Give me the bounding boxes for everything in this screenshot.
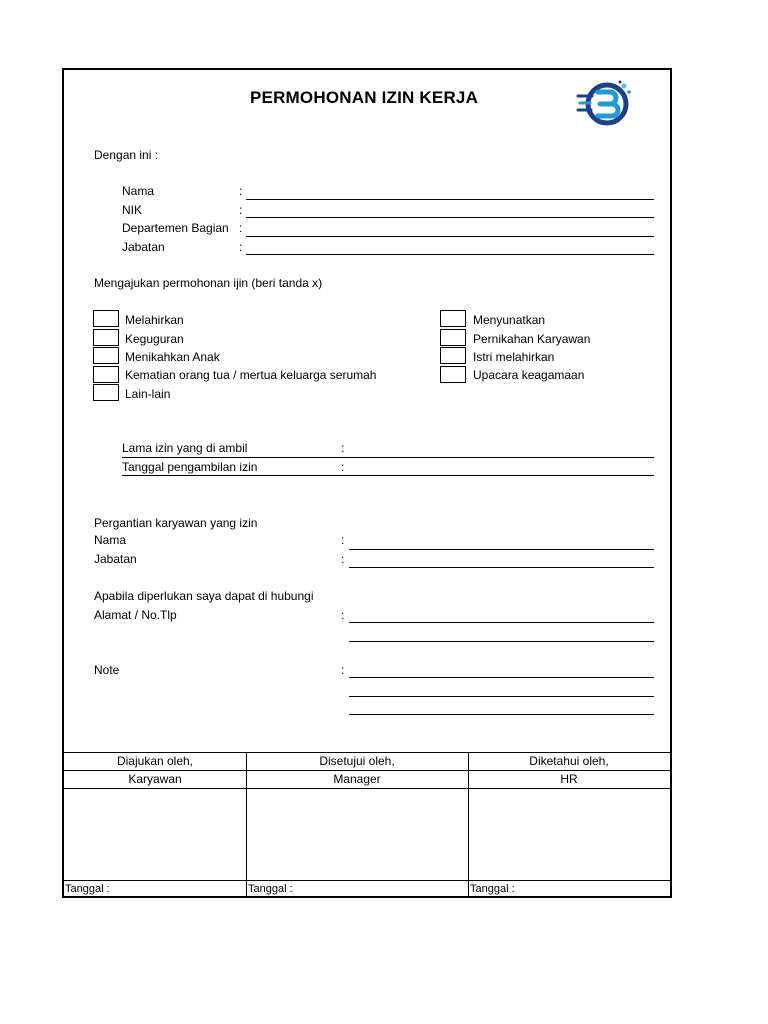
name-field-line[interactable]: [246, 199, 654, 200]
note-line-1[interactable]: [349, 677, 654, 678]
employee-role: Karyawan: [128, 772, 182, 786]
checkbox-lain-lain[interactable]: [93, 384, 119, 401]
replacement-name-colon: :: [341, 533, 345, 547]
replacement-name-label: Nama: [94, 533, 127, 547]
position-label: Jabatan: [122, 240, 165, 254]
leave-date-line[interactable]: [122, 475, 654, 476]
checkbox-menikahkan-anak[interactable]: [93, 347, 119, 364]
option-label: Menyunatkan: [473, 313, 546, 327]
option-label: Pernikahan Karyawan: [473, 332, 591, 346]
nik-colon: :: [239, 203, 243, 217]
intro-text: Dengan ini :: [94, 148, 159, 162]
acknowledged-by-header: Diketahui oleh,: [529, 754, 609, 768]
submitted-by-header: Diajukan oleh,: [116, 754, 194, 768]
nik-label: NIK: [122, 203, 143, 217]
checkbox-pernikahan-karyawan[interactable]: [440, 329, 466, 346]
note-line-3[interactable]: [349, 714, 654, 715]
table-border: [64, 880, 670, 881]
replacement-name-line[interactable]: [349, 549, 654, 550]
leave-duration-label: Lama izin yang di ambil: [122, 441, 248, 455]
employee-date-label: Tanggal :: [65, 883, 110, 895]
form-title: PERMOHONAN IZIN KERJA: [250, 88, 479, 107]
option-label: Melahirkan: [125, 313, 184, 327]
signature-table: [64, 752, 670, 898]
replacement-heading: Pergantian karyawan yang izin: [94, 516, 258, 530]
replacement-position-line[interactable]: [349, 567, 654, 568]
checkbox-upacara-keagamaan[interactable]: [440, 366, 466, 383]
checkbox-keguguran[interactable]: [93, 329, 119, 346]
option-label: Istri melahirkan: [473, 350, 555, 364]
leave-duration-line[interactable]: [122, 457, 654, 458]
contact-line-1[interactable]: [349, 622, 654, 623]
note-line-2[interactable]: [349, 696, 654, 697]
manager-date-label: Tanggal :: [248, 883, 293, 895]
table-border: [64, 752, 670, 753]
contact-line-2[interactable]: [349, 641, 654, 642]
hr-date-label: Tanggal :: [470, 883, 515, 895]
checkbox-kematian[interactable]: [93, 366, 119, 383]
option-label: Kematian orang tua / mertua keluarga serumah: [125, 368, 377, 382]
leave-date-label: Tanggal pengambilan izin: [122, 460, 258, 474]
checkbox-melahirkan[interactable]: [93, 310, 119, 327]
hr-signature-area[interactable]: [469, 789, 670, 879]
note-label: Note: [94, 663, 120, 677]
replacement-position-label: Jabatan: [94, 552, 137, 566]
employee-signature-area[interactable]: [64, 789, 246, 879]
manager-signature-area[interactable]: [247, 789, 468, 879]
company-logo-icon: [576, 78, 638, 130]
nik-field-line[interactable]: [246, 217, 654, 218]
leave-duration-colon: :: [341, 441, 345, 455]
position-colon: :: [239, 240, 243, 254]
checkbox-istri-melahirkan[interactable]: [440, 347, 466, 364]
name-colon: :: [239, 184, 243, 198]
contact-colon: :: [341, 608, 345, 622]
hr-role: HR: [560, 772, 578, 786]
name-label: Nama: [122, 184, 155, 198]
department-field-line[interactable]: [246, 236, 654, 237]
contact-label: Alamat / No.Tlp: [94, 608, 177, 622]
option-label: Menikahkan Anak: [125, 350, 220, 364]
manager-role: Manager: [333, 772, 381, 786]
note-colon: :: [341, 663, 345, 677]
department-label: Departemen Bagian: [122, 221, 229, 235]
option-label: Keguguran: [125, 332, 184, 346]
option-label: Lain-lain: [125, 387, 171, 401]
contact-heading: Apabila diperlukan saya dapat di hubungi: [94, 589, 314, 603]
option-label: Upacara keagamaan: [473, 368, 585, 382]
checkbox-menyunatkan[interactable]: [440, 310, 466, 327]
request-heading: Mengajukan permohonan ijin (beri tanda x): [94, 276, 323, 290]
leave-request-form: [62, 68, 672, 898]
position-field-line[interactable]: [246, 254, 654, 255]
department-colon: :: [239, 221, 243, 235]
approved-by-header: Disetujui oleh,: [319, 754, 395, 768]
table-border: [64, 770, 670, 771]
replacement-position-colon: :: [341, 552, 345, 566]
leave-date-colon: :: [341, 460, 345, 474]
